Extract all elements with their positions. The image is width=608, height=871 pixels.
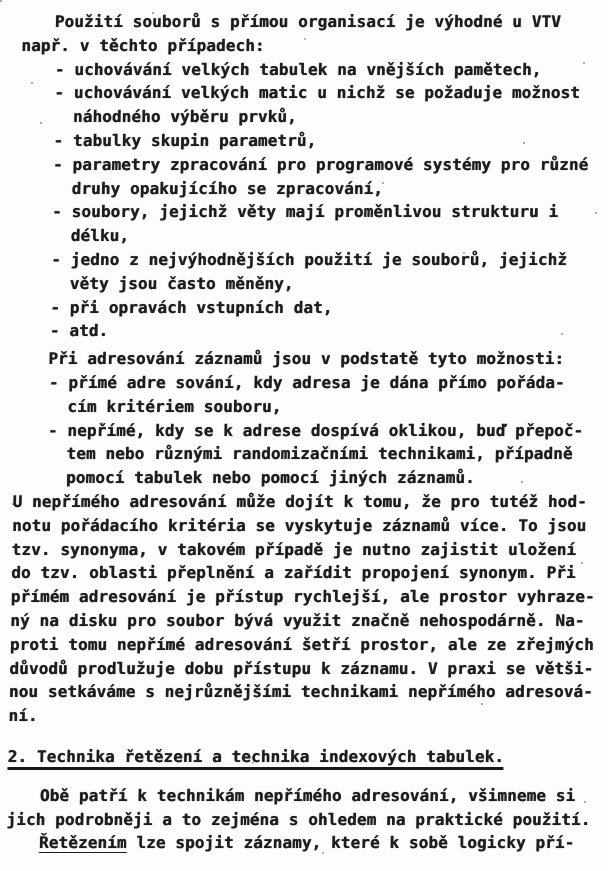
text-line <box>16 296 602 320</box>
text-run: jich podrobněji a to zejména s ohledem na praktické použití. <box>6 809 591 829</box>
text-line <box>18 177 604 201</box>
text-line <box>9 657 595 681</box>
text-line <box>19 129 605 153</box>
text-line <box>21 58 607 82</box>
text-line <box>17 224 603 248</box>
chapter2-intro-section <box>6 784 593 855</box>
text-run: - soubory, jejichž věty mají proměnlivou strukturu i <box>51 202 559 222</box>
text-run: věty jsou často měněny, <box>69 273 294 293</box>
text-run: - při opravách vstupních dat, <box>50 297 333 317</box>
intro-section <box>16 10 608 343</box>
text-run: cím kritériem souboru, <box>67 396 282 416</box>
text-run: ní. <box>8 706 38 726</box>
text-run: nou setkáváme s nejrůznějšími technikami nepřímého adresová- <box>8 682 594 702</box>
text-run: např. v těchto případech: <box>21 35 265 55</box>
text-run: - parametry zpracování pro programové systémy pro různé <box>52 154 589 174</box>
text-run: náhodného výběru prvků, <box>72 107 297 127</box>
underlined-text: 2. Technika řetězení a technika indexových tabulek. <box>7 747 504 770</box>
text-line <box>15 347 601 371</box>
text-line <box>16 319 602 343</box>
text-run: druhy opakujícího se zpracování, <box>71 178 384 198</box>
text-run: důvodů prodlužuje dobu přístupu k záznamu. V praxi se větši- <box>9 658 594 678</box>
text-run: pomocí tabulek nebo pomocí jiných záznamů. <box>65 468 475 488</box>
text-line <box>14 419 600 443</box>
text-run: - přímé adre sování, kdy adresa je dána přímo pořáda- <box>48 372 565 392</box>
text-line <box>11 561 597 585</box>
text-line <box>10 609 596 633</box>
text-run: proti tomu nepřímé adresování šetří prostor, ale ze zřejmých <box>9 634 594 654</box>
text-line <box>10 633 596 657</box>
section-heading <box>7 745 593 769</box>
text-line <box>22 10 608 34</box>
text-run: - jedno z nejvýhodnějších použití je souborů, jejichž <box>51 249 568 269</box>
text-line <box>19 153 605 177</box>
text-run: Obě patří k technikám nepřímého adresování, všimneme si <box>39 785 576 805</box>
text-line <box>9 680 595 704</box>
text-run: lze spojit záznamy, které k sobě logicky pří- <box>126 833 575 853</box>
text-run: - tabulky skupin parametrů, <box>53 130 317 150</box>
text-line <box>15 371 601 395</box>
text-line <box>20 105 606 129</box>
text-line <box>17 272 603 296</box>
text-run: - nepřímé, kdy se k adrese dospívá oklikou, buď přepoč- <box>47 420 584 440</box>
text-run: - atd. <box>49 321 109 341</box>
text-line <box>13 466 599 490</box>
text-line <box>7 784 593 808</box>
text-run: - uchovávání velkých matic u nichž se požaduje možnost <box>54 83 581 103</box>
text-line <box>21 34 607 58</box>
text-line <box>17 248 603 272</box>
text-run: - uchovávání velkých tabulek na vnějších pamětech, <box>54 59 542 79</box>
text-content <box>6 10 608 855</box>
text-run: Při adresování záznamů jsou v podstatě tyto možnosti: <box>48 349 565 369</box>
underlined-text: Řetězením <box>38 833 127 853</box>
text-run: přímém adresování je přístup rychlejší, ale prostor vyhraze- <box>10 587 595 607</box>
text-run: tem nebo různými randomizačními technikami, případně <box>66 444 573 464</box>
text-line <box>13 442 599 466</box>
text-run: tzv. synonyma, v takovém případě je nutno zajistit uložení <box>11 539 577 559</box>
text-line <box>12 490 598 514</box>
text-line <box>11 538 597 562</box>
text-line <box>11 585 597 609</box>
text-run: notu pořádacího kritéria se vyskytuje záznamů více. To jsou <box>11 515 587 535</box>
text-line <box>14 395 600 419</box>
text-line <box>6 831 592 855</box>
addressing-section <box>13 347 602 490</box>
text-line <box>8 704 594 728</box>
text-run: do tzv. oblasti přeplnění a zařídit propojení synonym. Při <box>11 563 576 583</box>
text-line <box>6 808 592 832</box>
text-line <box>18 200 604 224</box>
text-run: U nepřímého adresování může dojít k tomu, že pro tutéž hod- <box>12 491 587 511</box>
chapter-heading-section <box>7 745 593 769</box>
text-run: délku, <box>70 226 130 246</box>
text-line <box>12 514 598 538</box>
text-run: Použití souborů s přímou organisací je výhodné u VTV <box>54 12 562 31</box>
discussion-section <box>8 490 599 728</box>
text-line <box>20 81 606 105</box>
text-run: ný na disku pro soubor bývá využit značně nehospodárně. Na- <box>10 610 585 630</box>
